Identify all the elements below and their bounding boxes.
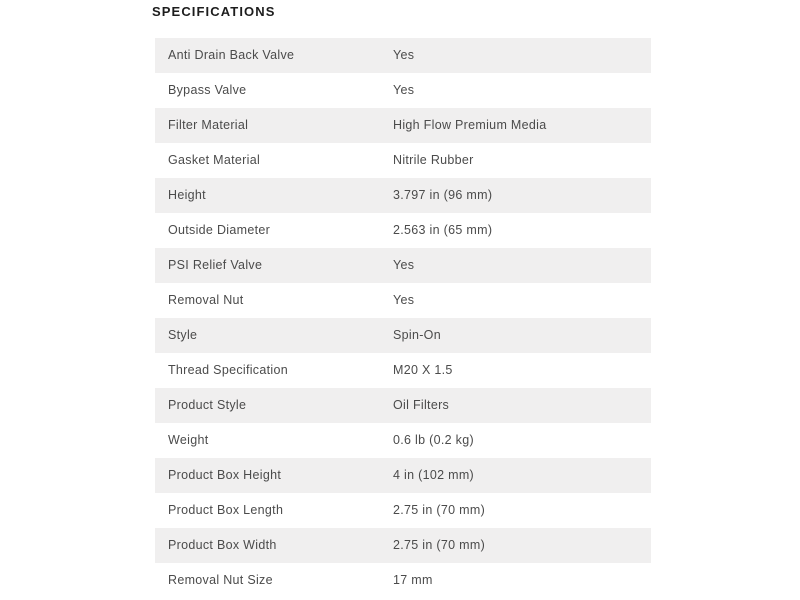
- spec-label: Gasket Material: [168, 153, 261, 167]
- spec-value: 2.563 in (65 mm): [393, 223, 493, 237]
- spec-row: [155, 458, 651, 493]
- spec-value: 0.6 lb (0.2 kg): [393, 433, 474, 447]
- spec-label: Product Box Height: [168, 468, 282, 482]
- spec-row: [155, 388, 651, 423]
- spec-value: 4 in (102 mm): [393, 468, 475, 482]
- spec-value: M20 X 1.5: [393, 363, 453, 377]
- spec-label: Removal Nut Size: [168, 573, 273, 587]
- spec-row: [155, 563, 651, 598]
- spec-label: Height: [168, 188, 206, 202]
- spec-value: 3.797 in (96 mm): [393, 188, 493, 202]
- spec-value: Oil Filters: [393, 398, 450, 412]
- spec-label: Anti Drain Back Valve: [168, 48, 295, 62]
- spec-label: Product Box Length: [168, 503, 284, 517]
- spec-value: High Flow Premium Media: [393, 118, 547, 132]
- spec-value: Yes: [393, 293, 415, 307]
- spec-label: Product Style: [168, 398, 247, 412]
- spec-value: 2.75 in (70 mm): [393, 538, 486, 552]
- spec-row: [155, 318, 651, 353]
- spec-label: PSI Relief Valve: [168, 258, 263, 272]
- spec-value: 2.75 in (70 mm): [393, 503, 486, 517]
- spec-label: Filter Material: [168, 118, 249, 132]
- spec-row: [155, 213, 651, 248]
- spec-label: Thread Specification: [168, 363, 288, 377]
- spec-row: [155, 248, 651, 283]
- spec-value: Yes: [393, 258, 415, 272]
- spec-row: [155, 528, 651, 563]
- spec-label: Outside Diameter: [168, 223, 271, 237]
- spec-row: [155, 38, 651, 73]
- spec-value: Nitrile Rubber: [393, 153, 474, 167]
- spec-row: [155, 178, 651, 213]
- spec-value: Yes: [393, 48, 415, 62]
- spec-label: Bypass Valve: [168, 83, 247, 97]
- spec-row: [155, 353, 651, 388]
- spec-row: [155, 73, 651, 108]
- spec-row: [155, 493, 651, 528]
- spec-row: [155, 108, 651, 143]
- spec-value: Spin-On: [393, 328, 441, 342]
- spec-label: Style: [168, 328, 198, 342]
- spec-label: Product Box Width: [168, 538, 277, 552]
- specifications-table: [155, 38, 651, 598]
- spec-row: [155, 423, 651, 458]
- spec-value: 17 mm: [393, 573, 433, 587]
- spec-value: Yes: [393, 83, 415, 97]
- spec-label: Weight: [168, 433, 209, 447]
- specifications-heading: SPECIFICATIONS: [152, 4, 276, 19]
- spec-row: [155, 283, 651, 318]
- spec-label: Removal Nut: [168, 293, 244, 307]
- spec-row: [155, 143, 651, 178]
